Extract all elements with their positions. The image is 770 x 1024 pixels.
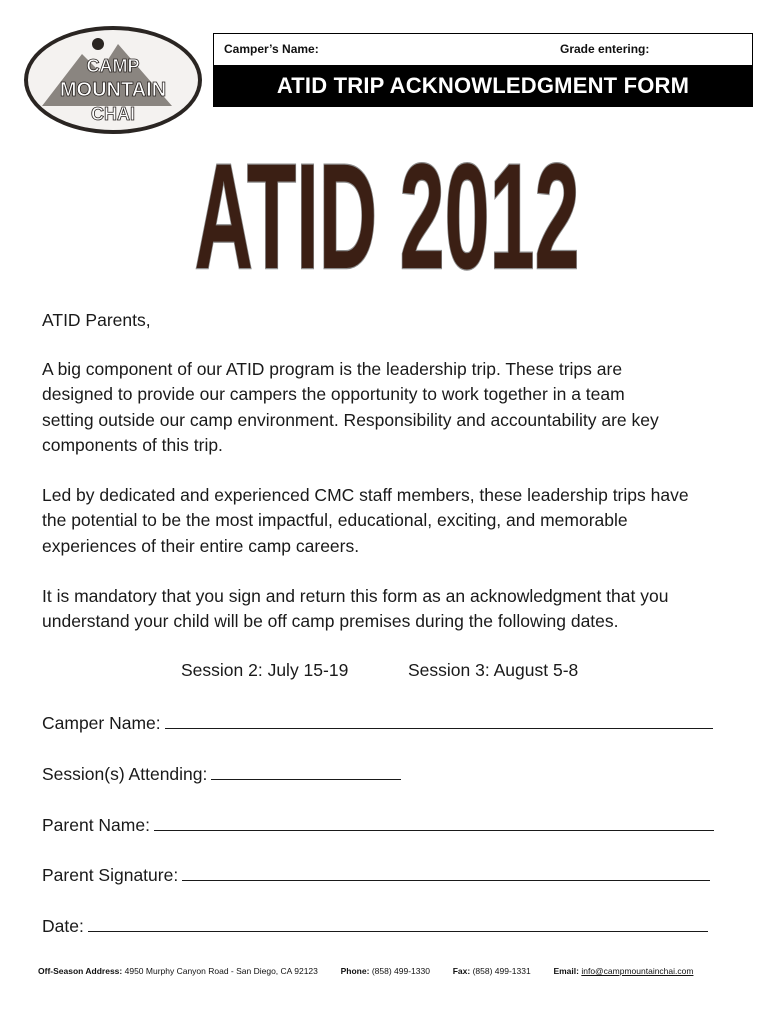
header-fields-row: [214, 34, 752, 64]
parent-name-label: Parent Name:: [42, 815, 150, 835]
camper-name-input-line[interactable]: [165, 710, 713, 729]
atid-2012-title: [190, 140, 585, 280]
paragraph-1-line: designed to provide our campers the opportunity to work together in a team: [42, 384, 625, 405]
paragraph-2-line: Led by dedicated and experienced CMC staff members, these leadership trips have: [42, 485, 689, 505]
sessions-attending-field: [42, 761, 401, 785]
sessions-attending-label: Session(s) Attending:: [42, 764, 208, 784]
paragraph-1-line: setting outside our camp environment. Responsibility and accountability are key: [42, 409, 659, 430]
paragraph-2-line: experiences of their entire camp careers.: [42, 535, 360, 556]
footer-contact: [38, 966, 693, 976]
camper-name-label: Camper Name:: [42, 713, 161, 733]
parent-name-input-line[interactable]: [154, 812, 714, 831]
salutation: ATID Parents,: [42, 310, 151, 330]
logo-line1: CAMP: [86, 56, 140, 76]
session-2-dates: Session 2: July 15-19: [181, 660, 349, 680]
footer-address: 4950 Murphy Canyon Road - San Diego, CA 92123: [124, 966, 318, 976]
parent-signature-field: [42, 862, 710, 886]
big-title-text: ATID 2012: [194, 140, 580, 280]
logo-sun: [92, 38, 104, 50]
paragraph-1-line: components of this trip.: [42, 434, 223, 455]
date-field: [42, 913, 708, 937]
paragraph-2-line: the potential to be the most impactful, educational, exciting, and memorable: [42, 510, 628, 531]
date-input-line[interactable]: [88, 913, 708, 932]
footer-fax-label: Fax:: [452, 966, 471, 976]
footer-address-label: Off-Season Address:: [38, 966, 123, 976]
logo-line3: CHAI: [91, 104, 135, 124]
logo-line2: MOUNTAIN: [59, 79, 167, 101]
camp-mountain-chai-logo: [22, 24, 204, 136]
sessions-attending-input-line[interactable]: [211, 761, 401, 780]
campers-name-label[interactable]: Camper’s Name:: [224, 42, 319, 56]
footer-email-link[interactable]: info@campmountainchai.com: [581, 966, 694, 976]
paragraph-2: [42, 483, 732, 559]
parent-name-field: [42, 812, 714, 836]
paragraph-1-line: A big component of our ATID program is the leadership trip. These trips are: [42, 359, 623, 379]
date-label: Date:: [42, 916, 84, 936]
paragraph-3: [42, 584, 732, 635]
footer-email-label: Email:: [553, 966, 579, 976]
paragraph-1: [42, 357, 732, 458]
header-box: [213, 33, 753, 107]
parent-signature-label: Parent Signature:: [42, 865, 179, 885]
footer-phone: (858) 499-1330: [371, 966, 430, 976]
session-3-dates: Session 3: August 5-8: [408, 660, 579, 680]
footer-fax: (858) 499-1331: [472, 966, 531, 976]
footer-phone-label: Phone:: [340, 966, 370, 976]
camper-name-field: [42, 710, 713, 734]
parent-signature-input-line[interactable]: [182, 862, 710, 881]
paragraph-3-line: understand your child will be off camp premises during the following dates.: [42, 611, 619, 632]
paragraph-3-line: It is mandatory that you sign and return this form as an acknowledgment that you: [42, 586, 669, 606]
form-title: ATID TRIP ACKNOWLEDGMENT FORM: [214, 65, 752, 106]
grade-entering-label[interactable]: Grade entering:: [560, 42, 650, 56]
